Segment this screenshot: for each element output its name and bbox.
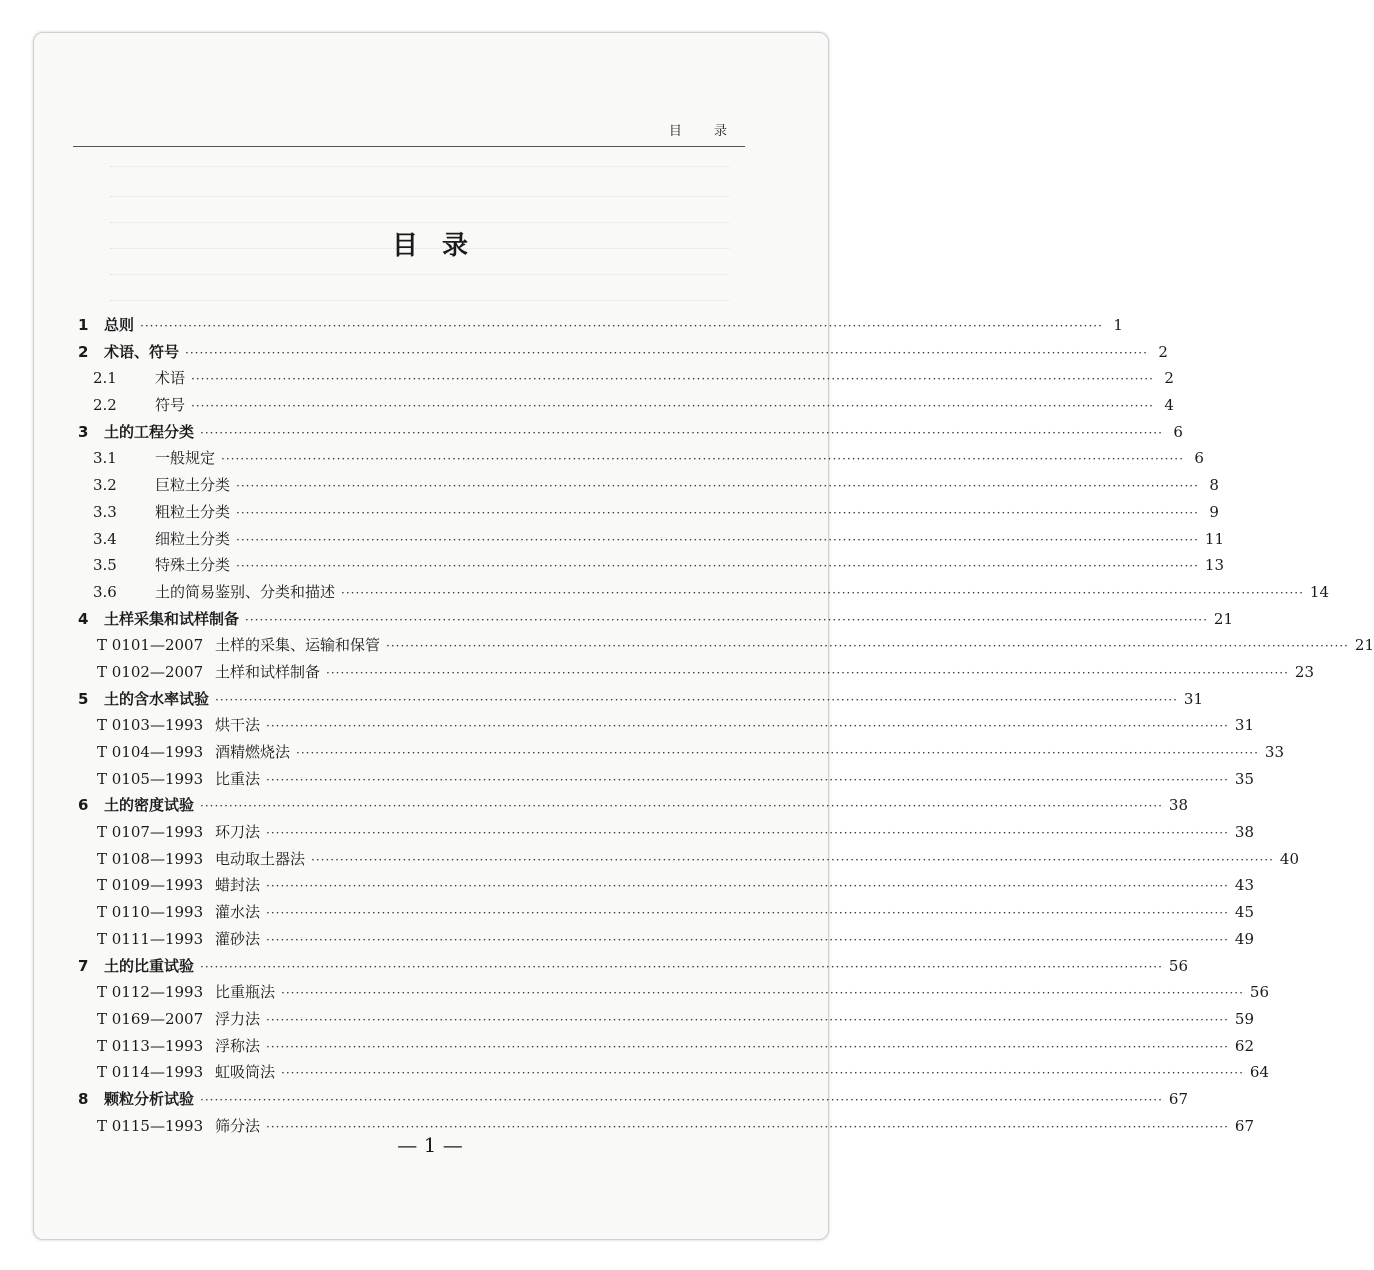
toc-entry xyxy=(78,341,1168,368)
toc-leader-dots: ········································································································································································································ xyxy=(296,746,1259,760)
toc-entry-label: 巨粒土分类 xyxy=(155,476,231,495)
toc-entry-number: 2.2 xyxy=(93,396,117,415)
toc-entry-label: 浮力法 xyxy=(215,1009,261,1028)
toc-entry-label: 酒精燃烧法 xyxy=(215,743,291,761)
toc-entry-page: 33 xyxy=(1264,743,1284,761)
toc-entry-page: 56 xyxy=(1249,983,1269,1002)
toc-entry-page: 21 xyxy=(1354,636,1374,655)
toc-entry-number: 3.4 xyxy=(93,529,117,548)
toc-entry xyxy=(78,581,1329,608)
toc-entry-number: 3.1 xyxy=(93,449,117,468)
toc-entry-number: T 0110—1993 xyxy=(97,903,204,922)
toc-entry xyxy=(78,688,1203,715)
toc-entry-page: 8 xyxy=(1209,476,1219,495)
toc-entry-label: 术语、符号 xyxy=(104,342,180,361)
toc-entry xyxy=(78,901,1254,928)
toc-entry-label: 土的简易鉴别、分类和描述 xyxy=(155,582,336,601)
toc-leader-dots: ········································································································································································································ xyxy=(386,639,1349,654)
toc-leader-dots: ········································································································································································································ xyxy=(140,319,1103,333)
toc-entry-page: 2 xyxy=(1158,342,1168,361)
toc-leader-dots: ········································································································································································································ xyxy=(236,559,1199,574)
toc-entry xyxy=(78,874,1254,901)
toc-entry-label: 土的含水率试验 xyxy=(104,689,210,708)
toc-entry xyxy=(78,421,1183,448)
toc-entry-label: 灌水法 xyxy=(215,903,261,922)
toc-entry-number: T 0115—1993 xyxy=(97,1116,204,1135)
toc-entry-page: 67 xyxy=(1168,1089,1188,1108)
toc-entry xyxy=(78,474,1219,501)
toc-entry xyxy=(78,314,1123,341)
toc-entry-label: 烘干法 xyxy=(215,716,261,735)
toc-entry-number: T 0102—2007 xyxy=(97,662,204,681)
toc-entry-label: 土的密度试验 xyxy=(104,796,195,815)
toc-entry-page: 35 xyxy=(1234,769,1254,788)
toc-entry-number: T 0104—1993 xyxy=(97,743,204,761)
toc-entry-number: 3.3 xyxy=(93,502,117,521)
toc-entry-label: 环刀法 xyxy=(215,823,261,842)
toc-entry-page: 38 xyxy=(1234,823,1254,842)
toc-entry-label: 浮称法 xyxy=(215,1036,261,1055)
toc-entry-number: T 0108—1993 xyxy=(97,849,204,868)
toc-entry-number: T 0169—2007 xyxy=(97,1009,204,1028)
toc-entry-label: 总则 xyxy=(104,316,135,334)
toc-entry xyxy=(78,714,1254,741)
toc-entry-number: 1 xyxy=(78,316,89,334)
toc-entry-label: 土样的采集、运输和保管 xyxy=(215,636,381,655)
toc-leader-dots: ········································································································································································································ xyxy=(245,612,1208,627)
toc-leader-dots: ········································································································································································································ xyxy=(326,665,1289,680)
toc-leader-dots: ········································································································································································································ xyxy=(341,585,1304,600)
toc-entry-page: 6 xyxy=(1173,422,1183,441)
toc-entry xyxy=(78,848,1299,875)
toc-entry-page: 23 xyxy=(1294,662,1314,681)
toc-entry-page: 56 xyxy=(1168,956,1188,975)
toc-leader-dots: ········································································································································································································ xyxy=(236,479,1199,494)
running-head-text: 目 录 xyxy=(668,124,741,139)
toc-entry xyxy=(78,1008,1254,1035)
toc-leader-dots: ········································································································································································································ xyxy=(266,772,1229,787)
toc-entry-number: 2.1 xyxy=(93,369,117,388)
toc-entry-page: 1 xyxy=(1113,316,1123,334)
toc-entry-number: T 0109—1993 xyxy=(97,876,204,895)
toc-entry-number: T 0101—2007 xyxy=(97,636,204,655)
toc-entry-page: 13 xyxy=(1204,556,1224,575)
toc-entry-page: 40 xyxy=(1279,849,1299,868)
toc-entry xyxy=(78,821,1254,848)
toc-entry-number: 4 xyxy=(78,609,89,628)
toc-entry xyxy=(78,1088,1188,1115)
toc-entry xyxy=(78,741,1284,768)
toc-entry-number: 8 xyxy=(78,1089,89,1108)
toc-entry-label: 土的比重试验 xyxy=(104,956,195,975)
toc-leader-dots: ········································································································································································································ xyxy=(236,532,1199,547)
toc-entry-page: 45 xyxy=(1234,903,1254,922)
toc-entry xyxy=(78,1035,1254,1062)
toc-entry-number: 5 xyxy=(78,689,89,708)
toc-entry-page: 64 xyxy=(1249,1063,1269,1082)
toc-entry-label: 土样和试样制备 xyxy=(215,662,321,681)
toc-entry-number: T 0113—1993 xyxy=(97,1036,204,1055)
toc-entry-number: 3.6 xyxy=(93,582,117,601)
toc-entry-number: 3.5 xyxy=(93,556,117,575)
toc-entry-label: 蜡封法 xyxy=(215,876,261,895)
toc-entry-label: 一般规定 xyxy=(155,449,216,468)
toc-entry xyxy=(78,661,1314,688)
toc-entry-page: 62 xyxy=(1234,1036,1254,1055)
toc-entry-label: 电动取土器法 xyxy=(215,849,306,868)
toc-entry-label: 术语 xyxy=(155,369,186,388)
page-title: 目录 xyxy=(391,231,492,261)
toc-entry-page: 49 xyxy=(1234,929,1254,948)
toc-entry-number: T 0107—1993 xyxy=(97,823,204,842)
toc-entry-label: 灌砂法 xyxy=(215,929,261,948)
toc-entry xyxy=(78,447,1204,474)
toc-entry xyxy=(78,955,1188,982)
toc-entry xyxy=(78,634,1374,661)
toc-entry xyxy=(78,768,1254,795)
toc-entry-label: 比重法 xyxy=(215,769,261,788)
toc-entry-number: 6 xyxy=(78,796,89,815)
toc-leader-dots: ········································································································································································································ xyxy=(281,986,1244,1001)
toc-entry-page: 38 xyxy=(1168,796,1188,815)
toc-entry xyxy=(78,928,1254,955)
toc-entry xyxy=(78,554,1224,581)
toc-entry-page: 31 xyxy=(1234,716,1254,735)
toc-leader-dots: ········································································································································································································ xyxy=(266,719,1229,734)
running-head xyxy=(73,120,745,147)
toc-entry-page: 9 xyxy=(1209,502,1219,521)
toc-leader-dots: ········································································································································································································ xyxy=(266,932,1229,947)
toc-entry-number: 2 xyxy=(78,342,89,361)
toc-leader-dots: ········································································································································································································ xyxy=(200,1092,1163,1107)
toc-entry-label: 土的工程分类 xyxy=(104,422,195,441)
toc-entry xyxy=(78,394,1174,421)
toc-leader-dots: ········································································································································································································ xyxy=(281,1066,1244,1081)
toc-entry-label: 符号 xyxy=(155,396,186,415)
toc-leader-dots: ········································································································································································································ xyxy=(266,1039,1229,1054)
toc-entry-page: 67 xyxy=(1234,1116,1254,1135)
toc-leader-dots: ········································································································································································································ xyxy=(191,372,1154,387)
toc-entry-number: T 0103—1993 xyxy=(97,716,204,735)
toc-entry xyxy=(78,367,1174,394)
toc-leader-dots: ········································································································································································································ xyxy=(200,959,1163,974)
toc-entry-page: 6 xyxy=(1194,449,1204,468)
toc-entry-number: 3.2 xyxy=(93,476,117,495)
toc-leader-dots: ········································································································································································································ xyxy=(221,452,1184,467)
toc-entry-label: 细粒土分类 xyxy=(155,529,231,548)
toc-entry xyxy=(78,608,1233,635)
page-number: — 1 — xyxy=(397,1133,463,1157)
toc-entry-label: 虹吸筒法 xyxy=(215,1063,276,1082)
table-of-contents xyxy=(78,314,1374,1141)
toc-entry-number: T 0105—1993 xyxy=(97,769,204,788)
toc-entry-page: 31 xyxy=(1183,689,1203,708)
toc-entry-number: 3 xyxy=(78,422,89,441)
toc-entry-number: T 0112—1993 xyxy=(97,983,204,1002)
toc-entry-label: 粗粒土分类 xyxy=(155,502,231,521)
toc-entry-page: 14 xyxy=(1309,582,1329,601)
toc-leader-dots: ········································································································································································································ xyxy=(266,826,1229,841)
toc-entry-page: 21 xyxy=(1213,609,1233,628)
toc-leader-dots: ········································································································································································································ xyxy=(200,799,1163,814)
toc-entry-page: 4 xyxy=(1164,396,1174,415)
toc-leader-dots: ········································································································································································································ xyxy=(185,345,1148,360)
toc-leader-dots: ········································································································································································································ xyxy=(266,879,1229,894)
toc-entry-label: 土样采集和试样制备 xyxy=(104,609,240,628)
toc-entry xyxy=(78,501,1219,528)
toc-leader-dots: ········································································································································································································ xyxy=(311,852,1274,867)
toc-entry xyxy=(78,981,1269,1008)
toc-entry xyxy=(78,528,1224,555)
toc-entry-page: 59 xyxy=(1234,1009,1254,1028)
toc-entry xyxy=(78,794,1188,821)
toc-leader-dots: ········································································································································································································ xyxy=(215,692,1178,707)
toc-entry-number: T 0111—1993 xyxy=(97,929,204,948)
toc-leader-dots: ········································································································································································································ xyxy=(266,906,1229,921)
toc-leader-dots: ········································································································································································································ xyxy=(236,505,1199,520)
toc-leader-dots: ········································································································································································································ xyxy=(266,1119,1229,1134)
toc-leader-dots: ········································································································································································································ xyxy=(200,425,1163,440)
toc-entry-number: 7 xyxy=(78,956,89,975)
toc-entry-label: 比重瓶法 xyxy=(215,983,276,1002)
toc-leader-dots: ········································································································································································································ xyxy=(266,1012,1229,1027)
toc-entry-page: 2 xyxy=(1164,369,1174,388)
toc-entry-label: 特殊土分类 xyxy=(155,556,231,575)
toc-entry-label: 颗粒分析试验 xyxy=(104,1089,195,1108)
toc-entry-label: 筛分法 xyxy=(215,1116,261,1135)
toc-entry-page: 43 xyxy=(1234,876,1254,895)
toc-entry-number: T 0114—1993 xyxy=(97,1063,204,1082)
toc-entry-page: 11 xyxy=(1204,529,1224,548)
toc-entry xyxy=(78,1061,1269,1088)
toc-leader-dots: ········································································································································································································ xyxy=(191,399,1154,414)
